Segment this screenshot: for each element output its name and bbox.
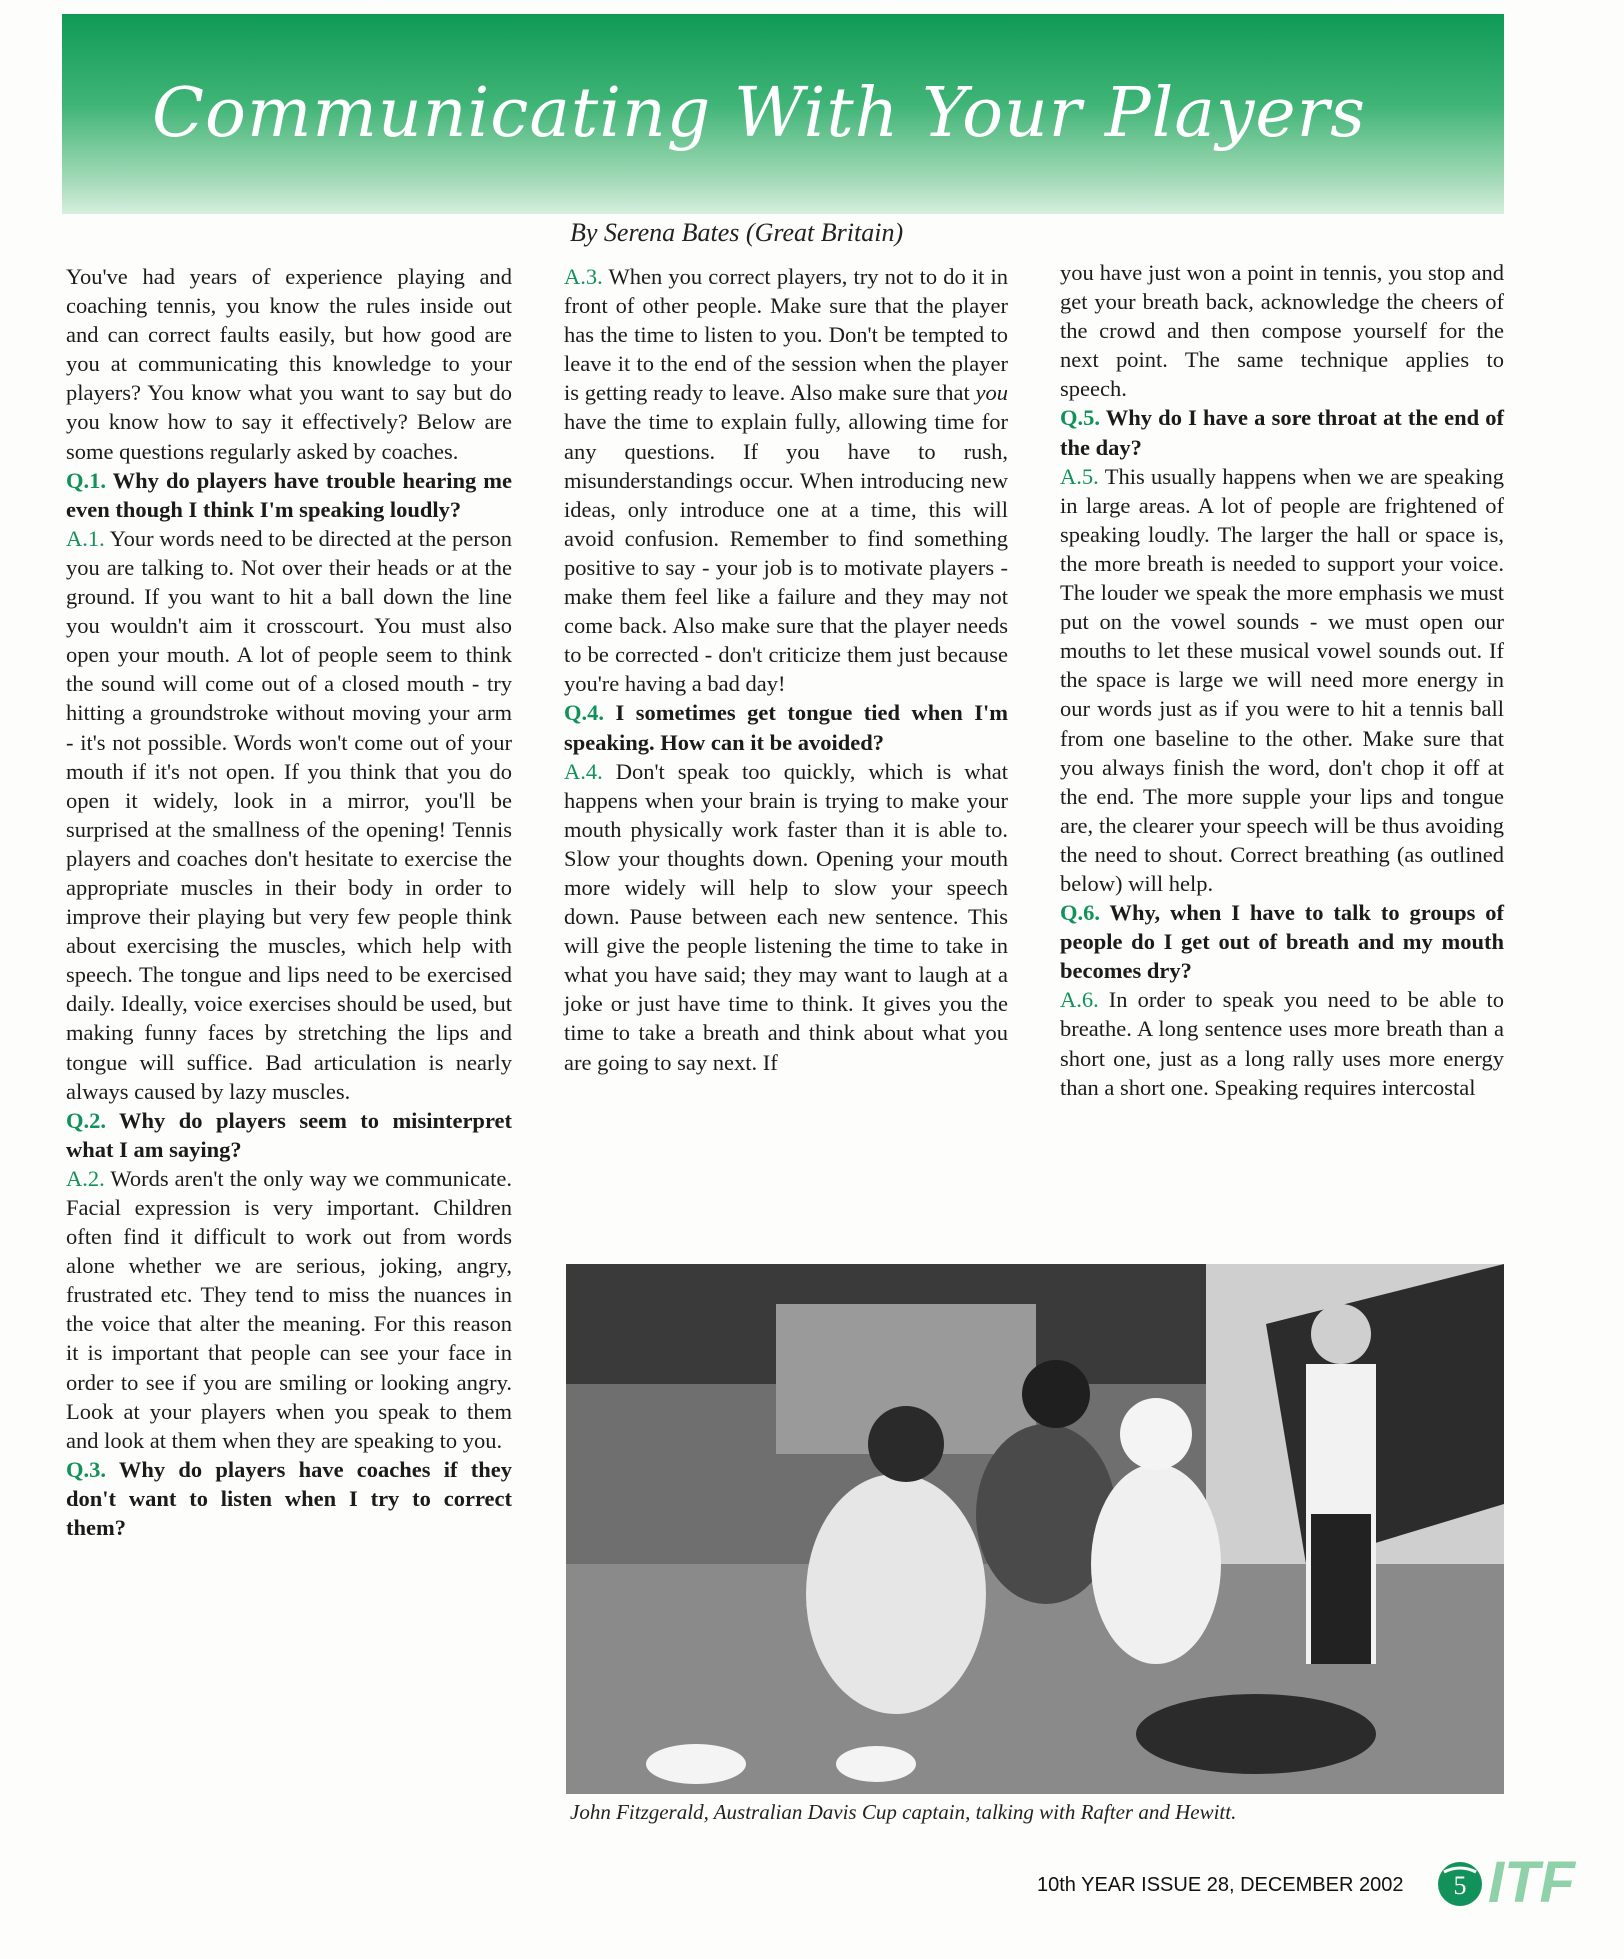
question-4-tag: Q.4. xyxy=(564,700,605,726)
intro-paragraph xyxy=(66,262,512,466)
byline: By Serena Bates (Great Britain) xyxy=(570,218,904,247)
column-1 xyxy=(66,262,512,1542)
question-1 xyxy=(66,466,512,524)
answer-2-tag: A.2. xyxy=(66,1165,105,1191)
answer-4-continued-text: you have just won a point in tennis, you stop and get your breath back, acknowledge the cheers of the crowd and then compose yourself for the next point. The same technique applies to speech. xyxy=(1060,260,1504,402)
tennis-photo xyxy=(566,1264,1504,1794)
question-4-text: I sometimes get tongue tied when I'm speaking. How can it be avoided? xyxy=(564,700,1008,755)
answer-6-tag: A.6. xyxy=(1060,987,1099,1013)
answer-4-tag: A.4. xyxy=(564,758,603,784)
answer-4-text: Don't speak too quickly, which is what happens when your brain is trying to make your mouth physically work faster than it is able to. Slow your thoughts down. Opening your mouth more widely will help to slow your speech down. Pause between each new sentence. This will give the people listening the time to take in what you have said; they may want to laugh at a joke or just have time to think. It gives you the time to take a breath and think about what you are going to say next. If xyxy=(564,758,1009,1075)
answer-4-continued xyxy=(1060,258,1504,403)
answer-4 xyxy=(564,757,1008,1077)
page-number: 5 xyxy=(1453,1871,1467,1900)
question-5 xyxy=(1060,403,1504,461)
question-2-tag: Q.2. xyxy=(66,1107,107,1133)
question-1-tag: Q.1. xyxy=(66,467,107,493)
question-3-tag: Q.3. xyxy=(66,1456,107,1482)
question-4 xyxy=(564,698,1008,756)
answer-1-text: Your words need to be directed at the person you are talking to. Not over their heads or at the ground. If you want to hit a ball down the line you wouldn't aim it crosscourt. You must also open your mouth. A lot of people seem to think the sound will come out of a closed mouth - try hitting a groundstroke without moving your arm - it's not possible. Words won't come out of your mouth if it's not open. If you think that you do open it widely, look in a mirror, you'll be surprised at the smallness of the opening! Tennis players and coaches don't hesitate to exercise the appropriate muscles in their body in order to improve their playing but very few people think about exercising the muscles, which help with speech. The tongue and lips need to be exercised daily. Ideally, voice exercises should be used, but making funny faces by stretching the lips and tongue will suffice. Bad articulation is nearly always caused by lazy muscles. xyxy=(66,525,512,1104)
answer-3-text-part2: have the time to explain fully, allowing time for any questions. If you have to rush, misunderstandings occur. When introducing new ideas, only introduce one at a time, this will avoid confusion. Remember to find something positive to say - your job is to motivate players - make them feel like a failure and they may not come back. Also make sure that the player needs to be corrected - don't criticize them just because you're having a bad day! xyxy=(564,409,1008,697)
title-banner xyxy=(62,14,1504,214)
answer-6 xyxy=(1060,985,1504,1101)
photo-illustration xyxy=(566,1264,1504,1794)
itf-logo-icon xyxy=(1432,1842,1624,1912)
answer-3-emphasis: you xyxy=(975,380,1009,406)
answer-5-text: This usually happens when we are speaking in large areas. A lot of people are frightened of speaking loudly. The larger the hall or space is, the more breath is needed to support your voice. The louder we speak the more emphasis we must put on the vowel sounds - we must open our mouths to let these musical vowel sounds out. If the space is large we will need more energy in our words just as if you were to hit a tennis ball from one baseline to the other. Make sure that you always finish the word, don't chop it off at the end. The more supple your lips and tongue are, the clearer your speech will be thus avoiding the need to shout. Correct breathing (as outlined below) will help. xyxy=(1060,463,1504,896)
answer-5-tag: A.5. xyxy=(1060,463,1099,489)
answer-2-text: Words aren't the only way we communicate. Facial expression is very important. Children often find it difficult to work out from words alone whether we are serious, joking, angry, frustrated etc. They tend to miss the nuances in the voice that alter the meaning. For this reason it is important that people can see your face in order to see if you are smiling or looking angry. Look at your players when you speak to them and look at them when they are speaking to you. xyxy=(66,1165,512,1453)
question-3-text: Why do players have coaches if they don't want to listen when I try to correct them? xyxy=(66,1456,512,1541)
issue-footer: 10th YEAR ISSUE 28, DECEMBER 2002 xyxy=(1037,1874,1404,1896)
column-3 xyxy=(1060,258,1504,1102)
answer-3-tag: A.3. xyxy=(564,264,603,289)
answer-5 xyxy=(1060,462,1504,898)
question-5-text: Why do I have a sore throat at the end of the day? xyxy=(1060,405,1504,460)
answer-3 xyxy=(564,262,1008,698)
question-1-text: Why do players have trouble hearing me even though I think I'm speaking loudly? xyxy=(66,467,512,522)
answer-2 xyxy=(66,1164,512,1455)
page-title: Communicating With Your Players xyxy=(152,74,1367,153)
question-2 xyxy=(66,1106,512,1164)
question-6 xyxy=(1060,898,1504,985)
question-3 xyxy=(66,1455,512,1542)
question-6-text: Why, when I have to talk to groups of people do I get out of breath and my mouth becomes dry? xyxy=(1060,900,1505,984)
question-5-tag: Q.5. xyxy=(1060,405,1101,431)
answer-1-tag: A.1. xyxy=(66,525,105,551)
column-2 xyxy=(564,262,1008,1077)
answer-3-text-part1: When you correct players, try not to do it in front of other people. Make sure that the player has the time to listen to you. Don't be tempted to leave it to the end of the session when the player is getting ready to leave. Also make sure that xyxy=(564,264,1008,406)
question-6-tag: Q.6. xyxy=(1060,900,1101,926)
itf-logo-text: ITF xyxy=(1488,1850,1575,1912)
question-2-text: Why do players seem to misinterpret what I am saying? xyxy=(66,1107,512,1162)
answer-6-text: In order to speak you need to be able to breathe. A long sentence uses more breath than a short one, just as a long rally uses more energy than a short one. Speaking requires intercostal xyxy=(1060,987,1505,1100)
intro-text: You've had years of experience playing and coaching tennis, you know the rules inside out and can correct faults easily, but how good are you at communicating this knowledge to your players? You know what you want to say but do you know how to say it effectively? Below are some questions regularly asked by coaches. xyxy=(66,264,512,464)
answer-1 xyxy=(66,524,512,1106)
itf-logo xyxy=(1432,1842,1624,1912)
photo-caption: John Fitzgerald, Australian Davis Cup captain, talking with Rafter and Hewitt. xyxy=(570,1800,1237,1824)
